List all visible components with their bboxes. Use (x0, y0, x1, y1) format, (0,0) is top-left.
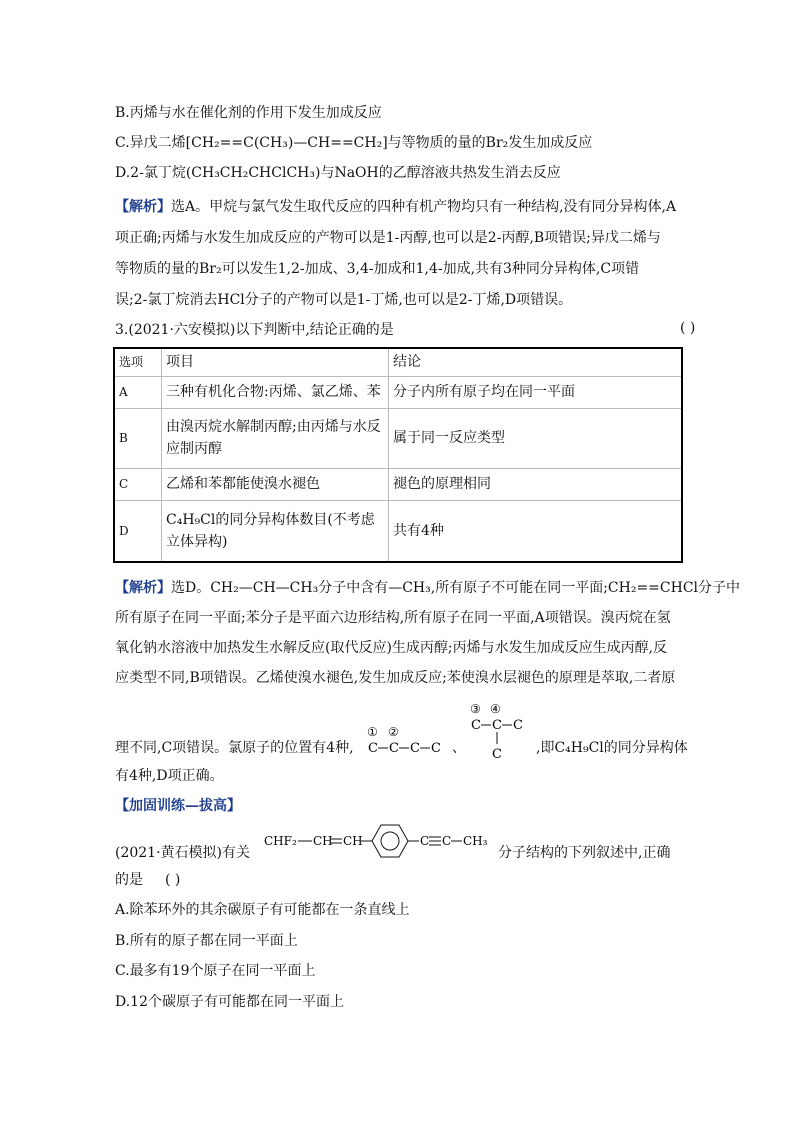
carbon-atom: C (420, 834, 430, 848)
row-option: B (114, 408, 162, 468)
row-option: C (114, 468, 162, 500)
analysis-2-line-6: 有4种,D项正确。 (115, 768, 224, 784)
question-3-stem: 3.(2021·六安模拟)以下判断中,结论正确的是 (115, 322, 394, 338)
row-conclusion: 属于同一反应类型 (389, 408, 683, 468)
aromatic-circle (381, 832, 399, 850)
row-option: D (114, 500, 162, 562)
answer-blank: ( ) (165, 872, 181, 888)
analysis-text: 选D。CH₂—CH—CH₃分子中含有—CH₃,所有原子不可能在同一平面;CH₂==CHCl分子中 (171, 580, 741, 596)
analysis-2-line-2: 所有原子在同一平面;苯分子是平面六边形结构,所有原子在同一平面,A项错误。溴丙烷在氢 (115, 610, 671, 626)
analysis-2-line-3: 氧化钠水溶液中加热发生水解反应(取代反应)生成丙醇;丙烯与水发生加成反应生成丙醇,反 (115, 640, 668, 656)
reinforce-option-a: A.除苯环外的其余碳原子有可能都在一条直线上 (115, 902, 410, 918)
molecule-structure (262, 818, 498, 866)
row-item: C₄H₉Cl的同分异构体数目(不考虑立体异构) (162, 500, 389, 562)
carbon-atom: C (442, 834, 452, 848)
analysis-2-line-1 (115, 578, 740, 598)
analysis-2-line-4: 应类型不同,B项错误。乙烯使溴水褪色,发生加成反应;苯使溴水层褪色的原理是萃取,二者原 (115, 670, 676, 686)
reinforce-option-d: D.12个碳原子有可能都在同一平面上 (115, 994, 344, 1010)
analysis-tag: 【解析】 (115, 199, 171, 215)
analysis-1-line-1 (115, 197, 676, 217)
row-conclusion: 共有4种 (389, 500, 683, 562)
reinforce-stem-a: (2021·黄石模拟)有关 (115, 845, 251, 861)
row-option: A (114, 376, 162, 408)
table-row (114, 376, 682, 408)
header-conclusion: 结论 (389, 348, 683, 376)
table-row (114, 468, 682, 500)
benzene-ring (372, 825, 408, 857)
ch-group: CH (313, 834, 333, 848)
carbon-atom: C (431, 741, 441, 756)
row-item: 乙烯和苯都能使溴水褪色 (162, 468, 389, 500)
option-c: C.异戊二烯[CH₂==C(CH₃)—CH==CH₂]与等物质的量的Br₂发生加成反应 (115, 135, 593, 151)
carbon-atom: C (389, 741, 399, 756)
option-d: D.2-氯丁烷(CH₃CH₂CHClCH₃)与NaOH的乙醇溶液共热发生消去反应 (115, 165, 561, 181)
table-row (114, 408, 682, 468)
table-header-row (114, 348, 682, 376)
carbon-atom: C (368, 741, 378, 756)
row-conclusion: 分子内所有原子均在同一平面 (389, 376, 683, 408)
ch3-group: CH₃ (463, 834, 488, 848)
row-item: 由溴丙烷水解制丙醇;由丙烯与水反应制丙醇 (162, 408, 389, 468)
analysis-1-line-2: 项正确;丙烯与水发生加成反应的产物可以是1-丙醇,也可以是2-丙醇,B项错误;异戊二烯与 (115, 230, 661, 246)
carbon-atom: C (471, 718, 481, 733)
position-label: ④ (490, 702, 501, 716)
row-item: 三种有机化合物:丙烯、氯乙烯、苯 (162, 376, 389, 408)
row-conclusion: 褪色的原理相同 (389, 468, 683, 500)
header-item: 项目 (162, 348, 389, 376)
reinforce-option-b: B.所有的原子都在同一平面上 (115, 933, 298, 949)
carbon-atom: C (492, 747, 502, 762)
header-option: 选项 (114, 348, 162, 376)
position-label: ③ (470, 702, 481, 716)
chf2-group: CHF₂ (264, 834, 297, 848)
analysis-1-line-3: 等物质的量的Br₂可以发生1,2-加成、3,4-加成和1,4-加成,共有3种同分异构体,C项错 (115, 261, 640, 277)
chain-structure-2 (466, 700, 536, 762)
answer-blank: ( ) (680, 320, 696, 336)
separator: 、 (452, 740, 466, 756)
reinforce-stem-c: 的是 ( ) (115, 872, 181, 888)
carbon-atom: C (513, 718, 523, 733)
carbon-atom: C (410, 741, 420, 756)
analysis-text: 选A。甲烷与氯气发生取代反应的四种有机产物均只有一种结构,没有同分异构体,A (171, 199, 677, 215)
ch-group: CH (343, 834, 363, 848)
analysis-tag: 【解析】 (115, 580, 171, 596)
analysis-2-line-5b: ,即C₄H₉Cl的同分异构体 (536, 740, 688, 756)
position-label: ① (367, 725, 378, 739)
carbon-atom: C (492, 718, 502, 733)
chain-structure-1 (362, 722, 452, 762)
table-row (114, 500, 682, 562)
question-3-table (113, 347, 683, 563)
analysis-2-line-5a: 理不同,C项错误。氯原子的位置有4种, (115, 740, 354, 756)
option-b: B.丙烯与水在催化剂的作用下发生加成反应 (115, 105, 382, 121)
reinforce-heading: 【加固训练—拔高】 (115, 798, 241, 814)
analysis-1-line-4: 误;2-氯丁烷消去HCl分子的产物可以是1-丁烯,也可以是2-丁烯,D项错误。 (115, 292, 573, 308)
reinforce-option-c: C.最多有19个原子在同一平面上 (115, 963, 316, 979)
position-label: ② (388, 725, 399, 739)
reinforce-stem-b: 分子结构的下列叙述中,正确 (498, 845, 671, 861)
